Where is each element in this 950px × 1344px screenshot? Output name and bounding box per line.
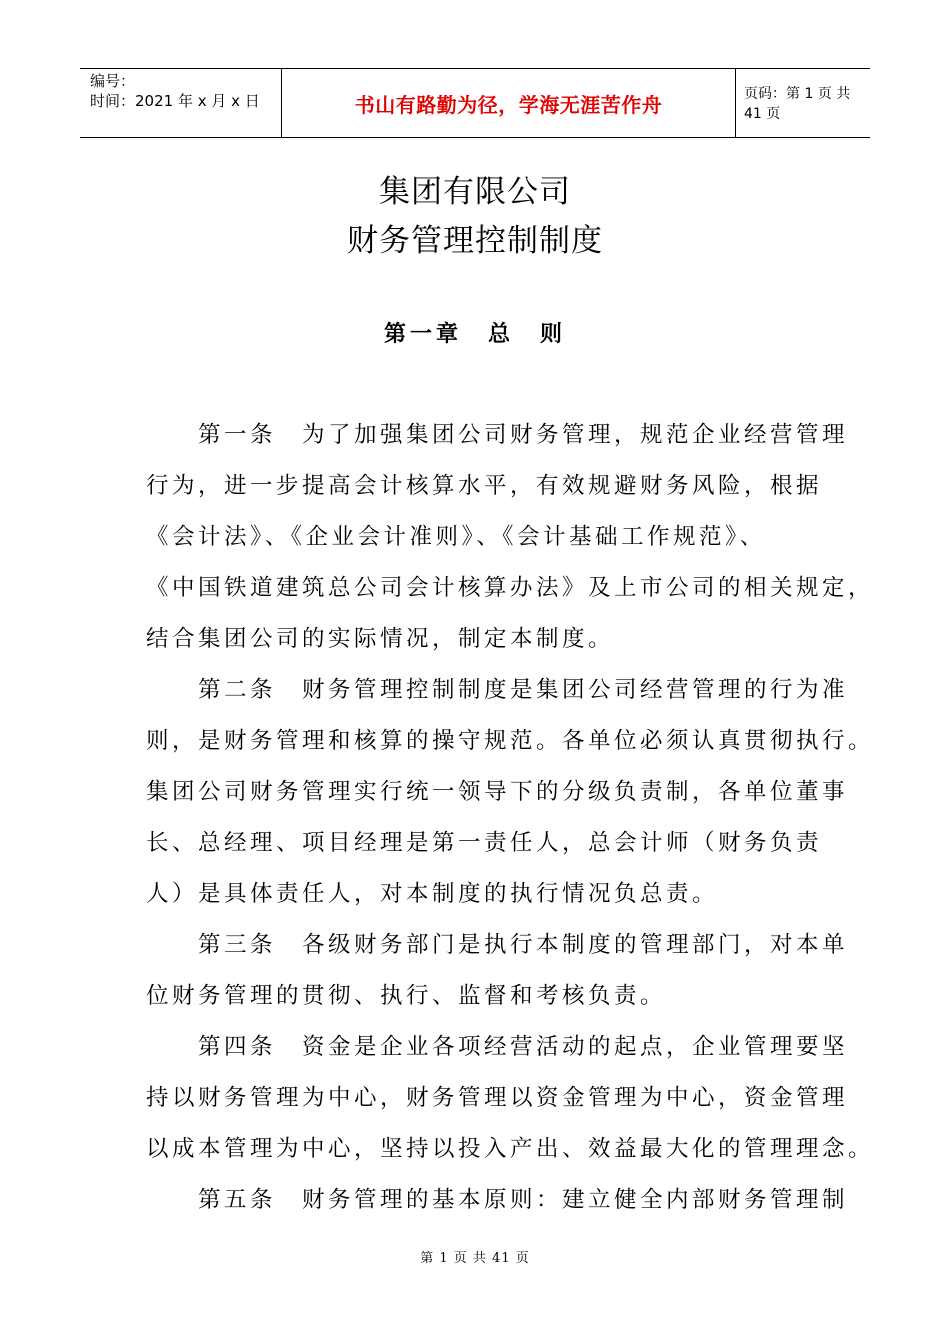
header-meta bbox=[80, 69, 282, 137]
document-title-line1: 集团有限公司 bbox=[379, 174, 571, 210]
header-motto: 书山有路勤为径，学海无涯苦作舟 bbox=[354, 92, 663, 117]
body-line: 第三条 各级财务部门是执行本制度的管理部门，对本单 bbox=[146, 932, 849, 958]
document-number-label: 编号： bbox=[90, 72, 136, 90]
chapter-heading: 第一章 总 则 bbox=[383, 322, 566, 347]
body-line: 则，是财务管理和核算的操守规范。各单位必须认真贯彻执行。 bbox=[146, 728, 875, 754]
header-motto-cell bbox=[282, 69, 736, 137]
document-date: 时间：2021 年 x 月 x 日 bbox=[90, 92, 260, 110]
body-line: 集团公司财务管理实行统一领导下的分级负责制，各单位董事 bbox=[146, 779, 849, 805]
page-footer: 第 1 页 共 41 页 bbox=[420, 1251, 530, 1266]
body-line: 人）是具体责任人，对本制度的执行情况负总责。 bbox=[146, 881, 719, 907]
header-page-info: 页码：第 1 页 共 41 页 bbox=[744, 86, 851, 122]
body-line: 结合集团公司的实际情况，制定本制度。 bbox=[146, 626, 615, 652]
body-line: 行为，进一步提高会计核算水平，有效规避财务风险，根据 bbox=[146, 473, 823, 499]
body-line: 位财务管理的贯彻、执行、监督和考核负责。 bbox=[146, 983, 667, 1009]
body-line: 第四条 资金是企业各项经营活动的起点，企业管理要坚 bbox=[146, 1034, 849, 1060]
body-line: 持以财务管理为中心，财务管理以资金管理为中心，资金管理 bbox=[146, 1085, 849, 1111]
body-line: 以成本管理为中心，坚持以投入产出、效益最大化的管理理念。 bbox=[146, 1136, 875, 1162]
document-header bbox=[80, 68, 870, 138]
body-line: 长、总经理、项目经理是第一责任人，总会计师（财务负责 bbox=[146, 830, 823, 856]
body-line: 《中国铁道建筑总公司会计核算办法》及上市公司的相关规定， bbox=[146, 575, 875, 601]
body-line: 第五条 财务管理的基本原则：建立健全内部财务管理制 bbox=[146, 1187, 849, 1213]
body-line: 《会计法》、《企业会计准则》、《会计基础工作规范》、 bbox=[146, 524, 766, 550]
body-line: 第二条 财务管理控制制度是集团公司经营管理的行为准 bbox=[146, 677, 849, 703]
document-title-line2: 财务管理控制制度 bbox=[347, 223, 603, 259]
body-line: 第一条 为了加强集团公司财务管理，规范企业经营管理 bbox=[146, 422, 849, 448]
document-body bbox=[146, 412, 875, 1228]
